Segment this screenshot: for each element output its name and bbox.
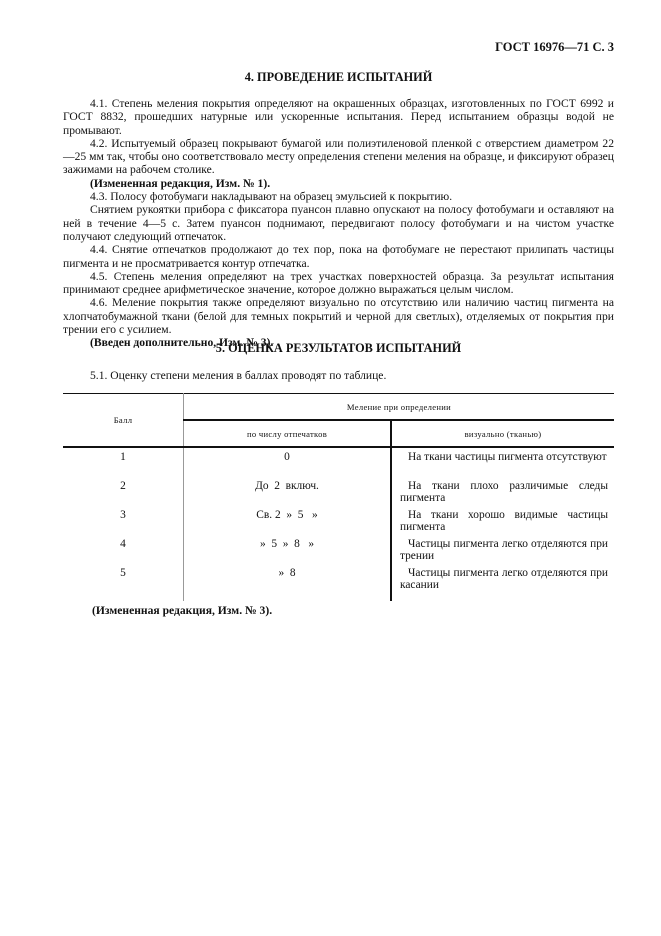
visual-text: На ткани частицы пигмента отсутствуют (408, 451, 607, 463)
section-4-body (63, 97, 614, 350)
visual-text: Частицы пигмента легко отделяются при трении (400, 538, 608, 562)
cell-visual (391, 564, 614, 601)
paragraph: 4.2. Испытуемый образец покрывают бумагой или полиэтиленовой пленкой с отверстием диаметром 22—25 мм так, чтобы оно соответствовало месту определения степени меления на образце, и фиксируют образец зажимами на рабочем столике. (63, 136, 614, 177)
paragraph: 4.5. Степень меления определяют на трех участках поверхностей образца. За результат испытания принимают среднее арифметическое значение, которое должно выражаться целым числом. (63, 269, 614, 297)
cell-score: 5 (63, 564, 184, 601)
cell-visual (391, 506, 614, 535)
section-4-title: 4. ПРОВЕДЕНИЕ ИСПЫТАНИЙ (244, 70, 433, 84)
visual-text: На ткани хорошо видимые частицы пигмента (400, 509, 608, 533)
visual-text: Частицы пигмента легко отделяются при касании (400, 567, 608, 591)
amendment-note: (Измененная редакция, Изм. № 3). (92, 604, 273, 617)
amendment-note: (Измененная редакция, Изм. № 1). (90, 176, 271, 190)
cell-prints: До 2 включ. (255, 480, 319, 492)
header-group: Меление при определении (346, 401, 452, 412)
table-row (63, 477, 614, 506)
cell-prints: Св. 2 » 5 » (256, 509, 318, 521)
document-reference: ГОСТ 16976—71 С. 3 (495, 40, 614, 54)
table-row (63, 535, 614, 564)
cell-prints: 0 (284, 451, 290, 463)
header-score: Балл (63, 394, 184, 448)
chalking-score-table (63, 393, 614, 601)
cell-score: 3 (63, 506, 184, 535)
table-row (63, 447, 614, 477)
cell-prints: » 8 (278, 567, 296, 579)
paragraph: Снятием рукоятки прибора с фиксатора пуансон плавно опускают на полосу фотобумаги и оставляют на ней в течение 4—5 с. Затем пуансон поднимают, передвигают полосу фотобумаги и на чистом участке получают следующий отпечаток. (63, 203, 614, 243)
cell-visual (391, 535, 614, 564)
paragraph: 4.1. Степень меления покрытия определяют на окрашенных образцах, изготовленных по ГОСТ 6992 и ГОСТ 8832, прошедших натурные или ускоренные испытания. Перед испытанием образцы водой не промывают. (63, 97, 614, 137)
cell-score: 4 (63, 535, 184, 564)
cell-prints: » 5 » 8 » (259, 538, 315, 550)
section-5-title: 5. ОЦЕНКА РЕЗУЛЬТАТОВ ИСПЫТАНИЙ (215, 341, 462, 355)
section-5-intro: 5.1. Оценку степени меления в баллах проводят по таблице. (90, 369, 387, 382)
paragraph: 4.3. Полосу фотобумаги накладывают на образец эмульсией к покрытию. (90, 190, 453, 204)
table-row (63, 506, 614, 535)
cell-visual (391, 447, 614, 477)
header-prints: по числу отпечатков (246, 428, 328, 439)
visual-text: На ткани плохо различимые следы пигмента (400, 480, 608, 504)
cell-score: 2 (63, 477, 184, 506)
paragraph: 4.4. Снятие отпечатков продолжают до тех пор, пока на фотобумаге не перестают прилипать частицы пигмента и не просматривается контур отпечатка. (63, 243, 614, 270)
cell-score: 1 (63, 447, 184, 477)
paragraph: 4.6. Меление покрытия также определяют визуально по отсутствию или наличию частиц пигмента на хлопчатобумажной ткани (белой для темных покрытий и черной для светлых), отделяемых от покрытия при трении его с усилием. (63, 296, 614, 337)
cell-visual (391, 477, 614, 506)
header-visual: визуально (тканью) (391, 420, 614, 447)
amendment-note: (Введен дополнительно, Изм. № 3). (90, 336, 274, 350)
table-row (63, 564, 614, 601)
